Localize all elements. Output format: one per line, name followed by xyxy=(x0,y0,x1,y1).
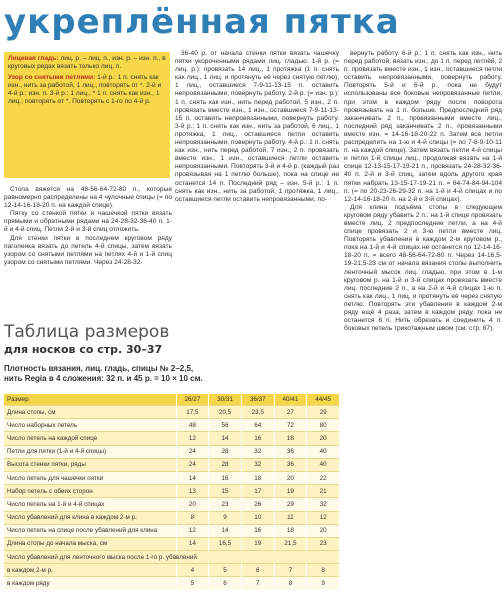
table-cell: 9 xyxy=(209,511,242,524)
paragraph: Для клина подъёма стопы в следующем круговом ряду убавить 2 п.: на 1-й спице провязать вместе лиц. 2 предпоследние петли, а на 4-й спице провязать 2 и 3-ю петли вместе лиц. Повторять убавления в каждом 2-м круговом р., пока на 1-й и 4-й спицах не останется по 12-14-16-18-20 п. = всего 48-56-64-72-80 п. Через 14-16,5-19-21,5-23 см от начала вязания стопы выполнить ленточный мысок лиц. гладью, при этом в 1-м круговом р. на 1-й и 3-й спицах провязать вместе лиц. последние 2 п., а на 2-й и 4-й спицах 1-ю п. снять как лиц., 1 лиц. и протянуть её через снятую петлю. Повторять эти убавления в каждом 2-м ряду ещё 4 раза, затем в каждом ряду, пока не останется 8 п. Нить обрезать и соединить 4 п. боковых петель трикотажным швом (см. стр. 87). xyxy=(344,203,502,333)
table-cell: 32 xyxy=(241,445,274,458)
pattern-info-box xyxy=(4,52,170,178)
table-cell: 8 xyxy=(307,564,340,577)
table-cell: 27 xyxy=(274,406,307,419)
table-row-label: Число петель на каждой спице xyxy=(4,432,176,445)
table-row-label: Число наборных петель xyxy=(4,419,176,432)
table-header: Размер xyxy=(4,394,176,406)
table-header: 40/41 xyxy=(274,394,307,406)
table-cell: 15 xyxy=(209,485,242,498)
table-cell: 56 xyxy=(209,419,242,432)
table-row xyxy=(4,485,340,498)
text-column-1 xyxy=(4,186,172,320)
table-cell: 23,5 xyxy=(241,406,274,419)
table-cell: 10 xyxy=(241,511,274,524)
table-cell: 8 xyxy=(274,577,307,590)
table-cell: 28 xyxy=(209,458,242,471)
table-row-label: Высота стенки пятки, ряды xyxy=(4,458,176,471)
table-title: Таблица размеров xyxy=(4,322,170,342)
paragraph: 36-40 р. от начала стенки пятки вязать чашечку пятки укороченными рядами лиц. гладью. 1-й р. (= лиц. р.): провязать 14 лиц., 1 протяжка (1 п. снять как лиц., 1 лиц. и протянуть её через снятую петлю), 1 лиц., оставшиеся 7-9-11-13-15 п. оставить непровязанными, повернуть работу. 2-й р. (= изн. р.): 1 п. снять как изн., нить перед работой, 5 изн., 2 п. провязать вместе изн., 1 изн., оставшиеся 7-9-11-13-15 п. оставить непровязанными, повернуть работу. 3-й р.: 1 п. снять как изн., нить за работой, 6 лиц., 1 протяжка, 1 лиц., оставшиеся петли оставить непровязанными, повернуть работу. 4-й р.: 1 п. снять как изн., нить перед работой, 7 изн., 2 п. провязать вместе изн., 1 изн., оставшиеся петли оставить непровязанными. Повторять 3-й и 4-й р. (каждый раз провязывая на 1 петлю больше), пока на спице не останется 14 п. Последний ряд – изн. 5-й р.: 1 п. снять как изн., нить за работой, 1 протяжка, 1 лиц., оставшиеся петли оставить непровязанными, по- xyxy=(175,50,339,203)
table-cell: 14 xyxy=(209,432,242,445)
table-cell: 21,5 xyxy=(274,537,307,550)
table-row-label: в каждом ряду xyxy=(4,577,176,590)
table-body xyxy=(4,406,340,591)
table-row xyxy=(4,445,340,458)
table-row-label: Длина стопы, см xyxy=(4,406,176,419)
table-cell: 16 xyxy=(209,471,242,484)
table-row xyxy=(4,458,340,471)
gauge-line: Плотность вязания, лиц. гладь, спицы № 2–2,5, xyxy=(4,364,194,373)
table-cell: 19 xyxy=(274,485,307,498)
paragraph: Для стенки пятки в последнем круговом ряду паголенка вязать до петель 4-й спицы, затем вязать узором со снятыми петлями на петлях 4-й и 1-й спиц узором со снятыми петлями. Через 24-28-32- xyxy=(4,234,172,266)
table-cell: 7 xyxy=(241,577,274,590)
table-cell: 11 xyxy=(274,511,307,524)
table-subtitle: для носков со стр. 30–37 xyxy=(4,343,163,356)
pattern-label: Узор со снятыми петлями: xyxy=(8,74,96,82)
paragraph: Пятку со стенкой пятки и чашечкой пятки вязать прямыми и обратными рядами на 24-28-32-36-40 п. 1-й и 4-й спиц. Петли 2-й и 3-й спиц отложить. xyxy=(4,210,172,234)
table-row xyxy=(4,498,340,511)
pattern-label: Лицевая гладь: xyxy=(8,55,59,62)
paragraph: вернуть работу. 6-й р.: 1 п. снять как изн., нить перед работой, вязать изн., до 1 п. перед петлёй, 2 п. провязать вместе изн., 1 изн., оставшиеся петли оставить непровязанными, повернуть работу. Повторять 5-й и 6-й р., пока не будут использованы все боковые непровязанные петли, при этом в каждом ряду после поворота провязывать на 1 п. больше. Предпоследний ряд заканчивать 2 п., провязанными вместе лиц., последний ряд заканчивать 2 п., провязанными вместе изн. = 14-16-18-20-22 п. Затем все петли распределить на 1-ю и 4-й спицы (= по 7-8-9-10-11 п. на каждой спице). Затем вязать петли 4-й спицы и петли 1-й спицы лиц., продолжая вязать на 1-й спице 12-13-15-17-19-21 п., провязать 24-28-32-36-40 п. 2-й и 3-й спиц, затем вдоль другого края пятки набрать 13-15-17-19-21 п. = 64-74-84-94-104 п. (= по 20-23-26-29-32 п. на 1-й и 4-й спицах и по 12-14-16-18-20 п. на 2-й и 3-й спицах). xyxy=(344,50,502,203)
table-cell: 20 xyxy=(176,498,209,511)
table-cell: 20 xyxy=(307,432,340,445)
table-cell: 18 xyxy=(274,432,307,445)
table-cell: 23 xyxy=(209,498,242,511)
table-cell: 20,5 xyxy=(209,406,242,419)
table-header: 36/37 xyxy=(241,394,274,406)
table-cell: 20 xyxy=(274,471,307,484)
table-row xyxy=(4,524,340,537)
gauge-info xyxy=(4,364,340,384)
table-cell: 29 xyxy=(307,406,340,419)
table-cell: 9 xyxy=(307,577,340,590)
table-cell: 12 xyxy=(176,432,209,445)
table-row xyxy=(4,551,340,564)
table-cell: 72 xyxy=(274,419,307,432)
table-cell: 26 xyxy=(241,498,274,511)
pattern-text: 1-й р.: 1 п. снять как изн., нить за работой, 1 лиц., повторять от *. 2-й и 4-й р.: изн. п. 3-й р.: 1 лиц., * 1 п. снять как изн., 1 лиц.; повторять от *. Повторять с 1-го по 4-й р. xyxy=(8,74,162,106)
table-row-label: Петли для пятки (1-й и 4-й спицы) xyxy=(4,445,176,458)
table-row-label: Длина стопы до начала мыска, см xyxy=(4,537,176,550)
table-row-label: Число петель для чашечки пятки xyxy=(4,471,176,484)
table-header: 26/27 xyxy=(176,394,209,406)
text-column-2 xyxy=(175,50,339,350)
table-cell: 14 xyxy=(176,537,209,550)
table-header: 44/45 xyxy=(307,394,340,406)
table-cell: 80 xyxy=(307,419,340,432)
table-cell: 36 xyxy=(274,445,307,458)
table-row-label: Число убавлений для ленточного мыска после 1-го р. убавлений xyxy=(4,551,340,564)
table-row-label: Набор петель с обеих сторон xyxy=(4,485,176,498)
table-cell: 18 xyxy=(241,471,274,484)
table-cell: 18 xyxy=(274,524,307,537)
table-cell: 14 xyxy=(209,524,242,537)
paragraph: Стопа вяжется на 48-56-64-72-80 п., которые равномерно распределены на 4 чулочные спицы (= по 12-14-16-18-20 п. на каждой спице). xyxy=(4,186,172,210)
table-cell: 14 xyxy=(176,471,209,484)
gauge-line: нить Regia в 4 сложения: 32 п. и 45 р. = 10 × 10 см. xyxy=(4,374,203,383)
table-cell: 19 xyxy=(241,537,274,550)
table-cell: 13 xyxy=(176,485,209,498)
table-cell: 48 xyxy=(176,419,209,432)
text-column-3 xyxy=(344,50,502,595)
table-cell: 17,5 xyxy=(176,406,209,419)
table-cell: 12 xyxy=(176,524,209,537)
table-row-label: Число петель на спице после убавлений для клина xyxy=(4,524,176,537)
size-table xyxy=(4,394,340,590)
table-cell: 24 xyxy=(176,445,209,458)
pattern-text: лиц. р. – лиц. п., изн. р. – изн. п., в круговых рядах вязать только лиц. п. xyxy=(8,55,166,71)
table-cell: 64 xyxy=(241,419,274,432)
table-row xyxy=(4,511,340,524)
table-cell: 16 xyxy=(241,524,274,537)
table-cell: 36 xyxy=(274,458,307,471)
table-cell: 12 xyxy=(307,511,340,524)
table-header: 30/31 xyxy=(209,394,242,406)
table-cell: 5 xyxy=(176,577,209,590)
table-cell: 8 xyxy=(176,511,209,524)
table-cell: 28 xyxy=(209,445,242,458)
table-cell: 29 xyxy=(274,498,307,511)
table-cell: 6 xyxy=(241,564,274,577)
table-row-label: Число убавлений для клина в каждом 2-м р. xyxy=(4,511,176,524)
pattern-slipped-stitch xyxy=(8,74,166,106)
table-row xyxy=(4,471,340,484)
table-row xyxy=(4,564,340,577)
table-row-label: Число петель на 1-й и 4-й спицах xyxy=(4,498,176,511)
table-cell: 32 xyxy=(241,458,274,471)
table-cell: 24 xyxy=(176,458,209,471)
table-cell: 40 xyxy=(307,445,340,458)
table-row xyxy=(4,419,340,432)
table-cell: 17 xyxy=(241,485,274,498)
table-cell: 22 xyxy=(307,471,340,484)
table-cell: 4 xyxy=(176,564,209,577)
table-cell: 40 xyxy=(307,458,340,471)
table-cell: 5 xyxy=(209,564,242,577)
table-cell: 16 xyxy=(241,432,274,445)
table-cell: 20 xyxy=(307,524,340,537)
table-row xyxy=(4,577,340,590)
table-cell: 23 xyxy=(307,537,340,550)
table-cell: 6 xyxy=(209,577,242,590)
table-row xyxy=(4,537,340,550)
page-title: укреплённая пятка xyxy=(4,2,400,42)
pattern-stockinette xyxy=(8,55,166,71)
table-cell: 7 xyxy=(274,564,307,577)
table-cell: 32 xyxy=(307,498,340,511)
table-header-row xyxy=(4,394,340,406)
table-cell: 16,5 xyxy=(209,537,242,550)
table-cell: 21 xyxy=(307,485,340,498)
table-row xyxy=(4,406,340,419)
table-row-label: в каждом 2-м р. xyxy=(4,564,176,577)
table-row xyxy=(4,432,340,445)
